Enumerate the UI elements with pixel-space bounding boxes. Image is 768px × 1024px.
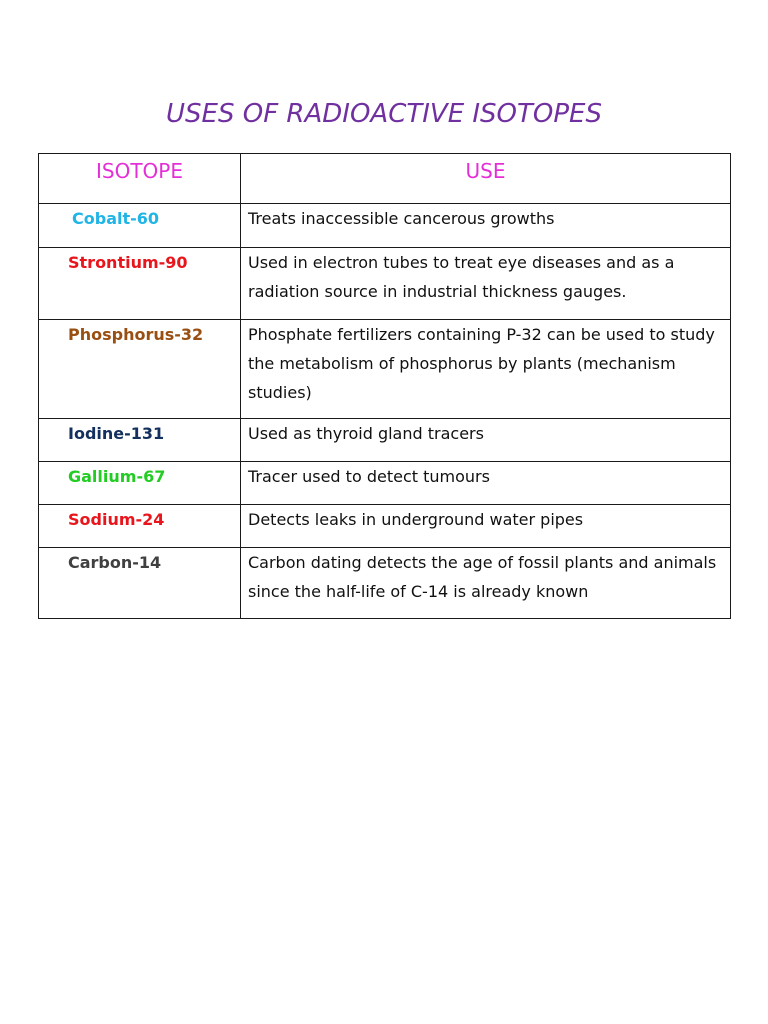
table-row bbox=[39, 320, 731, 419]
table-row bbox=[39, 548, 731, 619]
isotope-use: Tracer used to detect tumours bbox=[241, 462, 731, 505]
header-use: USE bbox=[241, 154, 731, 204]
table-row bbox=[39, 248, 731, 320]
isotope-use: Used in electron tubes to treat eye diseases and as a radiation source in industrial thickness gauges. bbox=[241, 248, 731, 320]
table-header-row bbox=[39, 154, 731, 204]
isotope-name: Cobalt-60 bbox=[39, 204, 241, 248]
table-row bbox=[39, 462, 731, 505]
table-row bbox=[39, 204, 731, 248]
isotope-name: Sodium-24 bbox=[39, 505, 241, 548]
table-row bbox=[39, 419, 731, 462]
isotope-use: Phosphate fertilizers containing P-32 can be used to study the metabolism of phosphorus by plants (mechanism studies) bbox=[241, 320, 731, 419]
isotope-use: Carbon dating detects the age of fossil plants and animals since the half-life of C-14 is already known bbox=[241, 548, 731, 619]
page-title: USES OF RADIOACTIVE ISOTOPES bbox=[166, 99, 602, 129]
isotope-name: Iodine-131 bbox=[39, 419, 241, 462]
isotope-use: Treats inaccessible cancerous growths bbox=[241, 204, 731, 248]
isotope-use: Used as thyroid gland tracers bbox=[241, 419, 731, 462]
isotope-name: Carbon-14 bbox=[39, 548, 241, 619]
isotope-use: Detects leaks in underground water pipes bbox=[241, 505, 731, 548]
isotope-table bbox=[38, 153, 731, 619]
header-isotope: ISOTOPE bbox=[39, 154, 241, 204]
isotope-name: Gallium-67 bbox=[39, 462, 241, 505]
table-row bbox=[39, 505, 731, 548]
isotope-name: Strontium-90 bbox=[39, 248, 241, 320]
isotope-name: Phosphorus-32 bbox=[39, 320, 241, 419]
